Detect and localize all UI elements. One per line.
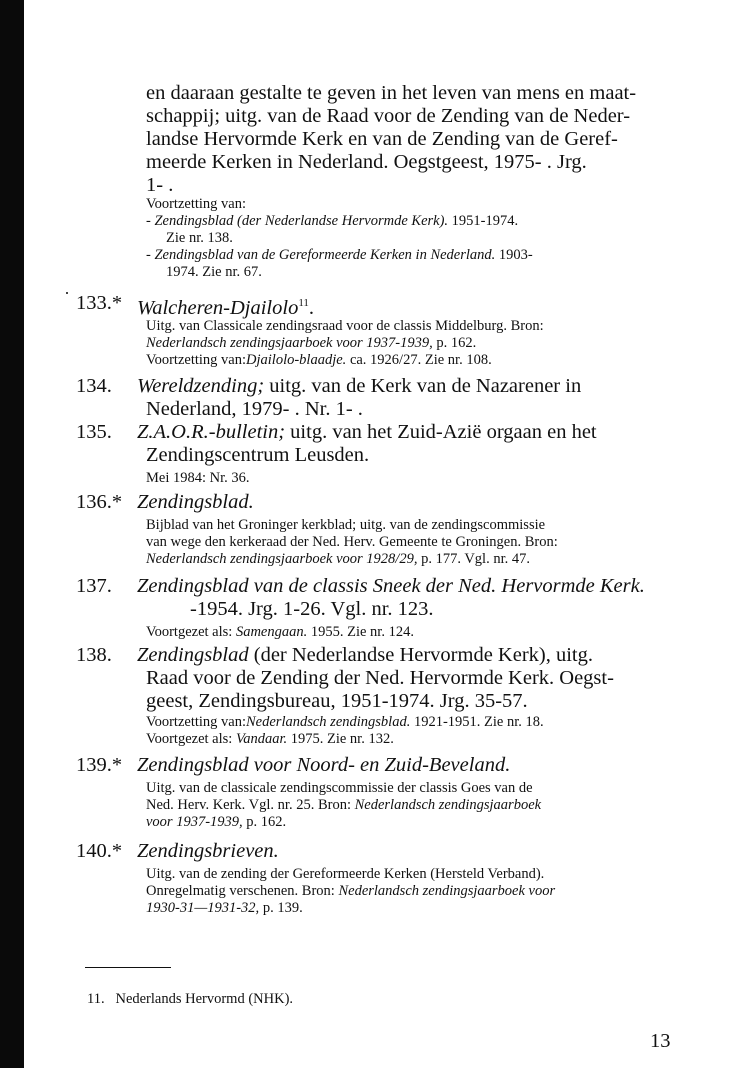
- entry-136-number: 136.*: [76, 491, 123, 513]
- entry-138-next-ref: 1975. Zie nr. 132.: [287, 731, 394, 747]
- sub-item-2: - Zendingsblad van de Gereformeerde Kerken in Nederland. 1903-: [146, 247, 533, 263]
- entry-136-source: Nederlandsch zendingsjaarboek voor 1928/29,: [146, 551, 418, 567]
- entry-134-title: Wereldzending;: [137, 375, 265, 397]
- entry-140-title: Zendingsbrieven.: [137, 840, 279, 862]
- entry-136-note-2: van wege den kerkeraad der Ned. Herv. Gemeente te Groningen. Bron:: [146, 534, 558, 550]
- entry-139-source-years: voor 1937-1939,: [146, 814, 243, 830]
- entry-134-line-2: Nederland, 1979- . Nr. 1- .: [146, 398, 363, 420]
- entry-133-number: 133.*: [76, 292, 123, 314]
- entry-136-note-1: Bijblad van het Groninger kerkblad; uitg. van de zendingscommissie: [146, 517, 546, 533]
- entry-134-rest: uitg. van de Kerk van de Nazarener in: [264, 375, 582, 397]
- entry-138-prev-title: Nederlandsch zendingsblad.: [246, 714, 411, 730]
- entry-140-number: 140.*: [76, 840, 123, 862]
- entry-135-title: Z.A.O.R.-bulletin;: [137, 421, 286, 443]
- entry-133-heading: [137, 292, 314, 319]
- entry-137-line-2: -1954. Jrg. 1-26. Vgl. nr. 123.: [190, 598, 434, 620]
- sub-item-1: - Zendingsblad (der Nederlandse Hervormde Kerk). 1951-1974.: [146, 213, 519, 229]
- entry-133-note-1: Uitg. van Classicale zendingsraad voor de classis Middelburg. Bron:: [146, 318, 544, 334]
- entry-137-next-title: Samengaan.: [235, 624, 308, 640]
- entry-137-title: Zendingsblad van de classis Sneek der Ned. Hervormde Kerk.: [137, 575, 645, 597]
- entry-139-number: 139.*: [76, 754, 123, 776]
- sub-item-2-ref: 1974. Zie nr. 67.: [166, 264, 262, 280]
- voortzetting-label: Voortzetting van:: [146, 196, 247, 212]
- entry-140-bron: Onregelmatig verschenen. Bron:: [146, 883, 335, 899]
- sub-item-1-ref: Zie nr. 138.: [166, 230, 233, 246]
- entry-138-note-1: [146, 714, 544, 731]
- top-line-4: meerde Kerken in Nederland. Oegstgeest, 1975- . Jrg.: [146, 151, 587, 173]
- entry-138-title: Zendingsblad: [137, 644, 249, 666]
- entry-138-line-3: geest, Zendingsbureau, 1951-1974. Jrg. 35-57.: [146, 690, 528, 712]
- top-line-2: schappij; uitg. van de Raad voor de Zending van de Neder-: [146, 105, 631, 127]
- entry-140-source: Nederlandsch zendingsjaarboek voor: [338, 883, 556, 899]
- entry-138-number: 138.: [76, 644, 112, 666]
- entry-139-source: Nederlandsch zendingsjaarboek: [354, 797, 542, 813]
- entry-138-line-2: Raad voor de Zending der Ned. Hervormde Kerk. Oegst-: [146, 667, 614, 689]
- entry-136-page: p. 177. Vgl. nr. 47.: [417, 551, 530, 567]
- entry-137-note: [146, 624, 414, 641]
- footnote-text: Nederlands Hervormd (NHK).: [115, 991, 294, 1007]
- entry-138-note-2: [146, 731, 394, 748]
- entry-138-prev-ref: 1921-1951. Zie nr. 18.: [410, 714, 544, 730]
- entry-139-note-2: [146, 797, 541, 814]
- footnote: [87, 991, 293, 1008]
- entry-138-voortgezet: Voortgezet als:: [146, 731, 233, 747]
- entry-135-number: 135.: [76, 421, 112, 443]
- entry-135-line-2: Zendingscentrum Leusden.: [146, 444, 370, 466]
- entry-138-line-1: [137, 644, 593, 667]
- entry-140-page: p. 139.: [259, 900, 303, 916]
- entry-133-voortzetting: Voortzetting van:: [146, 352, 247, 368]
- entry-133-page: p. 162.: [432, 335, 477, 351]
- entry-136-note-3: [146, 551, 530, 568]
- entry-133-title: Walcheren-Djailolo: [137, 296, 299, 319]
- scan-speck: [66, 292, 68, 294]
- footnote-number: 11.: [87, 991, 105, 1007]
- sub-item-2-years: 1903-: [495, 247, 533, 263]
- entry-135-rest: uitg. van het Zuid-Azië orgaan en het: [285, 421, 597, 443]
- entry-133-note-2: [146, 335, 476, 352]
- entry-137-number: 137.: [76, 575, 112, 597]
- entry-136-title: Zendingsblad.: [137, 491, 254, 513]
- entry-139-page: p. 162.: [242, 814, 287, 830]
- top-line-1: en daaraan gestalte te geven in het leven van mens en maat-: [146, 82, 637, 104]
- sub-item-2-title: Zendingsblad van de Gereformeerde Kerken in Nederland.: [154, 247, 496, 263]
- entry-133-note-3: [146, 352, 492, 369]
- entry-139-title: Zendingsblad voor Noord- en Zuid-Beveland.: [137, 754, 511, 776]
- top-line-3: landse Hervormde Kerk en van de Zending van de Geref-: [146, 128, 618, 150]
- entry-133-tail: .: [308, 296, 315, 319]
- entry-140-note-2: [146, 883, 555, 900]
- entry-139-bron: Ned. Herv. Kerk. Vgl. nr. 25. Bron:: [146, 797, 351, 813]
- entry-135-note: Mei 1984: Nr. 36.: [146, 470, 250, 486]
- scan-edge-bar: [0, 0, 24, 1068]
- entry-138-voortzetting: Voortzetting van:: [146, 714, 247, 730]
- entry-138-next-title: Vandaar.: [235, 731, 288, 747]
- entry-140-note-1: Uitg. van de zending der Gereformeerde Kerken (Hersteld Verband).: [146, 866, 545, 882]
- entry-133-source: Nederlandsch zendingsjaarboek voor 1937-1939,: [146, 335, 433, 351]
- sub-item-1-title: Zendingsblad (der Nederlandse Hervormde Kerk).: [154, 213, 449, 229]
- entry-137-next-ref: 1955. Zie nr. 124.: [307, 624, 414, 640]
- page-number: 13: [650, 1030, 671, 1052]
- entry-140-note-3: [146, 900, 303, 917]
- entry-138-rest: (der Nederlandse Hervormde Kerk), uitg.: [248, 644, 594, 666]
- sub-item-1-years: 1951-1974.: [448, 213, 519, 229]
- entry-137-voortgezet: Voortgezet als:: [146, 624, 233, 640]
- footnote-ref: 11: [298, 297, 309, 309]
- entry-140-source-years: 1930-31—1931-32,: [146, 900, 260, 916]
- entry-139-note-1: Uitg. van de classicale zendingscommissie der classis Goes van de: [146, 780, 533, 796]
- entry-139-note-3: [146, 814, 286, 831]
- entry-135-line-1: [137, 421, 597, 444]
- top-line-5: 1- .: [146, 174, 174, 196]
- entry-133-prev-title: Djailolo-blaadje.: [246, 352, 347, 368]
- footnote-separator: [85, 967, 171, 968]
- entry-134-number: 134.: [76, 375, 112, 397]
- entry-133-prev-ref: ca. 1926/27. Zie nr. 108.: [346, 352, 492, 368]
- entry-134-line-1: [137, 375, 581, 398]
